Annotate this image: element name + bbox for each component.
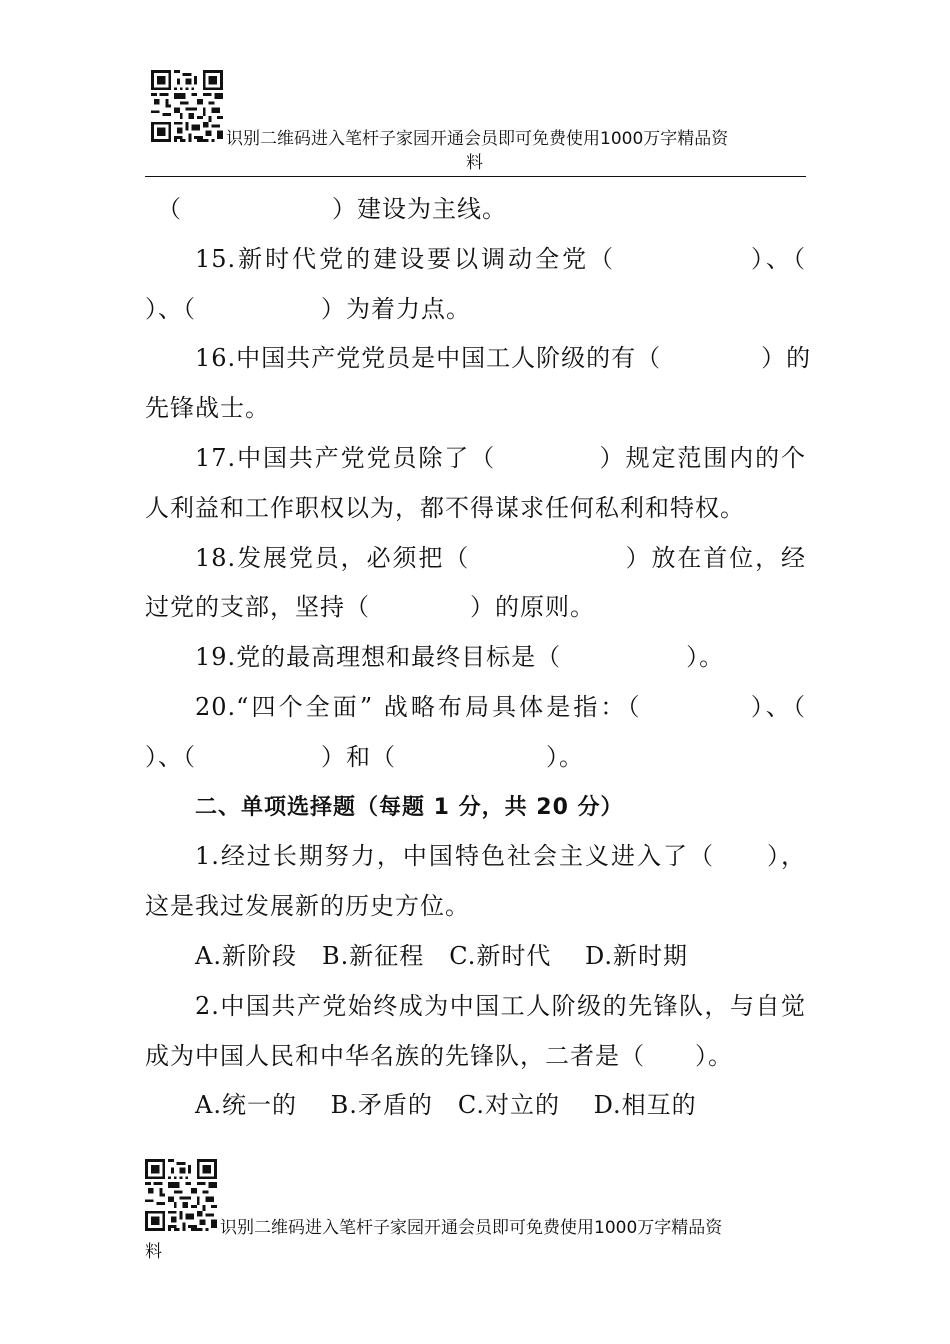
choice-question-2-line-2: 成为中国人民和中华名族的先锋队，二者是（ ）。 [145, 1041, 733, 1070]
question-16-line-1: 16.中国共产党党员是中国工人阶级的有（ ）的 [195, 344, 812, 373]
footer-text-line-1: 识别二维码进入笔杆子家园开通会员即可免费使用1000万字精品资 [220, 1218, 723, 1238]
choice-question-2-options: A.统一的 B.矛盾的 C.对立的 D.相互的 [195, 1091, 697, 1120]
question-17-line-2: 人利益和工作职权以为，都不得谋求任何私利和特权。 [145, 493, 745, 522]
footer-text-line-2: 料 [145, 1242, 162, 1262]
header-divider [145, 176, 806, 177]
question-19-line-1: 19.党的最高理想和最终目标是（ ）。 [195, 643, 725, 672]
choice-question-1-line-1: 1.经过长期努力，中国特色社会主义进入了（ ）， [195, 842, 806, 871]
question-17-line-1: 17.中国共产党党员除了（ ）规定范围内的个 [195, 443, 806, 472]
choice-question-2-line-1: 2.中国共产党始终成为中国工人阶级的先锋队，与自觉 [195, 991, 806, 1020]
section-heading: 二、单项选择题（每题 1 分，共 20 分） [195, 794, 624, 820]
header-text-line-2: 料 [466, 153, 483, 173]
question-20-line-1: 20.“四个全面” 战略布局具体是指：（ ）、（ [195, 692, 806, 721]
text-line-1: （ ）建设为主线。 [157, 195, 507, 223]
question-15-line-2: ）、（ ）为着力点。 [145, 294, 471, 323]
choice-question-1-line-2: 这是我过发展新的历史方位。 [145, 892, 470, 921]
document-body [145, 185, 812, 1131]
question-20-line-2: ）、（ ）和（ ）。 [145, 742, 584, 771]
header-qr-code-icon [151, 70, 223, 142]
question-15-line-1: 15.新时代党的建设要以调动全党（ ）、（ [195, 244, 806, 273]
header-text-line-1: 识别二维码进入笔杆子家园开通会员即可免费使用1000万字精品资 [226, 129, 729, 149]
question-18-line-2: 过党的支部，坚持（ ）的原则。 [145, 593, 595, 622]
question-16-line-2: 先锋战士。 [145, 394, 270, 423]
footer-qr-code-icon [145, 1159, 217, 1231]
choice-question-1-options: A.新阶段 B.新征程 C.新时代 D.新时期 [195, 941, 689, 970]
question-18-line-1: 18.发展党员，必须把（ ）放在首位，经 [195, 543, 806, 572]
